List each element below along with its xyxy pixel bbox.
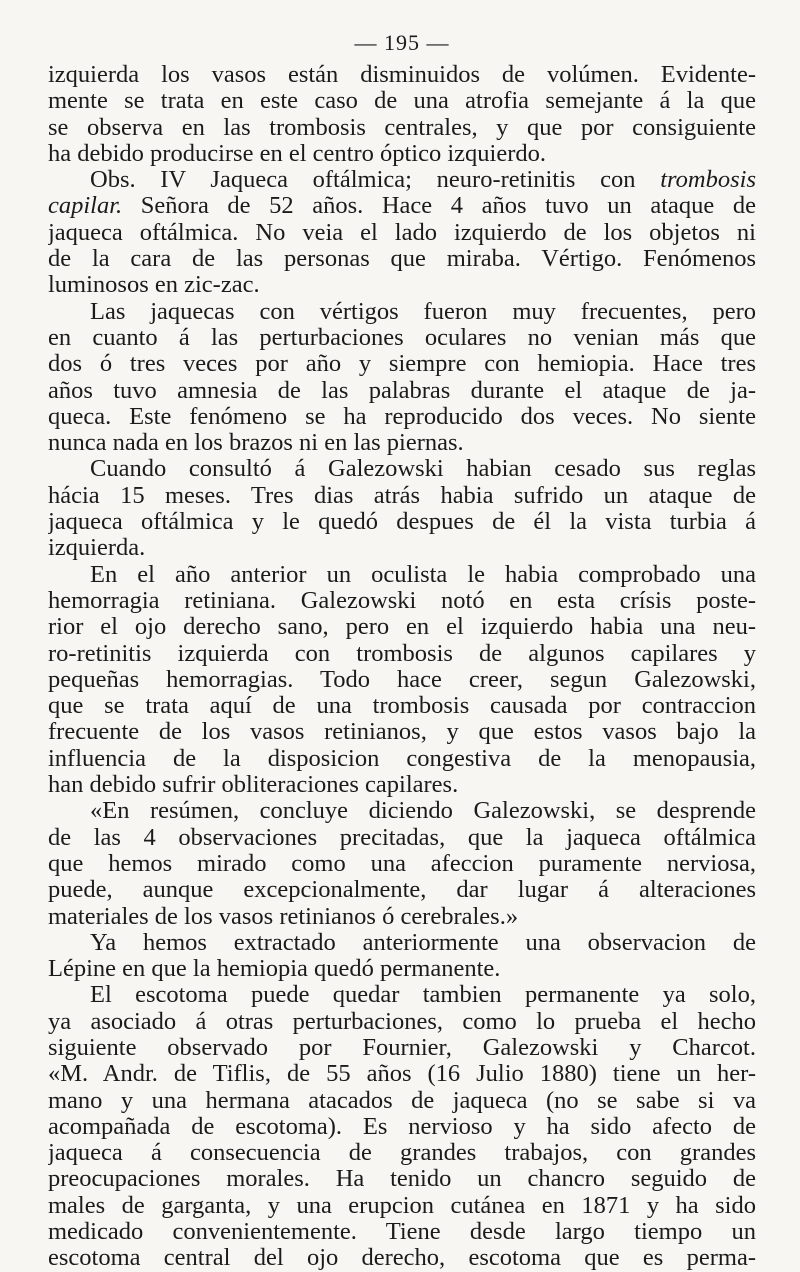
text-line: jaqueca á consecuencia de grandes trabajos, con grandes (48, 1140, 756, 1167)
text-line: de la cara de las personas que miraba. Vértigo. Fenómenos (48, 246, 756, 273)
text-line: escotoma central del ojo derecho, escotoma que es perma- (48, 1245, 756, 1272)
text-line: ya asociado á otras perturbaciones, como lo prueba el hecho (48, 1008, 756, 1035)
text-line: «En resúmen, concluye diciendo Galezowski, se desprende (90, 798, 756, 825)
book-page (48, 28, 756, 1272)
text-line: nunca nada en los brazos ni en las piernas. (48, 430, 464, 457)
italic-term: capilar. (48, 193, 123, 220)
text-line: puede, aunque excepcionalmente, dar lugar á alteraciones (48, 877, 756, 904)
text-line: materiales de los vasos retinianos ó cerebrales.» (48, 903, 519, 930)
text-line: preocupaciones morales. Ha tenido un chancro seguido de (48, 1166, 756, 1193)
text-line: Lépine en que la hemiopia quedó permanente. (48, 956, 501, 983)
text-line: que se trata aquí de una trombosis causada por contraccion (48, 693, 756, 720)
text-line: frecuente de los vasos retinianos, y que estos vasos bajo la (48, 719, 756, 746)
text-line: mano y una hermana atacados de jaqueca (no se sabe si va (48, 1087, 756, 1114)
text-line: males de garganta, y una erupcion cutánea en 1871 y ha sido (48, 1192, 756, 1219)
text-line: ro-retinitis izquierda con trombosis de algunos capilares y (48, 640, 756, 667)
text-line: Las jaquecas con vértigos fueron muy frecuentes, pero (90, 298, 756, 325)
page-number: — 195 — (354, 30, 450, 55)
text-line: han debido sufrir obliteraciones capilares. (48, 772, 459, 799)
text-line: en cuanto á las perturbaciones oculares no venian más que (48, 324, 756, 351)
text-line: En el año anterior un oculista le habia comprobado una (90, 561, 756, 588)
text-line: Cuando consultó á Galezowski habian cesado sus reglas (90, 456, 756, 483)
text-line: de las 4 observaciones precitadas, que la jaqueca oftálmica (48, 824, 756, 851)
text-line: Obs. IV Jaqueca oftálmica; neuro-retinitis con trombosis (90, 167, 756, 194)
text-line: influencia de la disposicion congestiva de la menopausia, (48, 745, 756, 772)
text-line: dos ó tres veces por año y siempre con hemiopia. Hace tres (48, 351, 756, 378)
text-line: Ya hemos extractado anteriormente una observacion de (90, 929, 756, 956)
text-line: pequeñas hemorragias. Todo hace creer, segun Galezowski, (48, 666, 756, 693)
text-line: izquierda los vasos están disminuidos de volúmen. Evidente- (48, 62, 756, 88)
text-line: mente se trata en este caso de una atrofia semejante á la que (48, 88, 756, 115)
text-line: «M. Andr. de Tiflis, de 55 años (16 Julio 1880) tiene un her- (48, 1061, 756, 1088)
text-line: jaqueca oftálmica. No veia el lado izquierdo de los objetos ni (48, 219, 756, 246)
text-line: años tuvo amnesia de las palabras durante el ataque de ja- (48, 377, 756, 404)
text-line: acompañada de escotoma). Es nervioso y ha sido afecto de (48, 1113, 756, 1140)
text-line: capilar. Señora de 52 años. Hace 4 años tuvo un ataque de (48, 193, 756, 220)
text-line: siguiente observado por Fournier, Galezowski y Charcot. (48, 1034, 756, 1061)
text-line: hácia 15 meses. Tres dias atrás habia sufrido un ataque de (48, 482, 756, 509)
text-line: jaqueca oftálmica y le quedó despues de él la vista turbia á (48, 509, 756, 536)
text-line: ha debido producirse en el centro óptico izquierdo. (48, 140, 546, 167)
text-line: queca. Este fenómeno se ha reproducido dos veces. No siente (48, 403, 756, 430)
text-line: izquierda. (48, 535, 146, 562)
text-line: El escotoma puede quedar tambien permanente ya solo, (90, 982, 756, 1009)
body-text (48, 62, 756, 1272)
text-line: luminosos en zic-zac. (48, 272, 260, 299)
text-line: rior el ojo derecho sano, pero en el izquierdo habia una neu- (48, 614, 756, 641)
italic-term: trombosis (660, 167, 756, 194)
text-line: que hemos mirado como una afeccion puramente nerviosa, (48, 850, 756, 877)
text-line: medicado convenientemente. Tiene desde largo tiempo un (48, 1219, 756, 1246)
text-line: hemorragia retiniana. Galezowski notó en esta crísis poste- (48, 587, 756, 614)
text-line: se observa en las trombosis centrales, y que por consiguiente (48, 114, 756, 141)
